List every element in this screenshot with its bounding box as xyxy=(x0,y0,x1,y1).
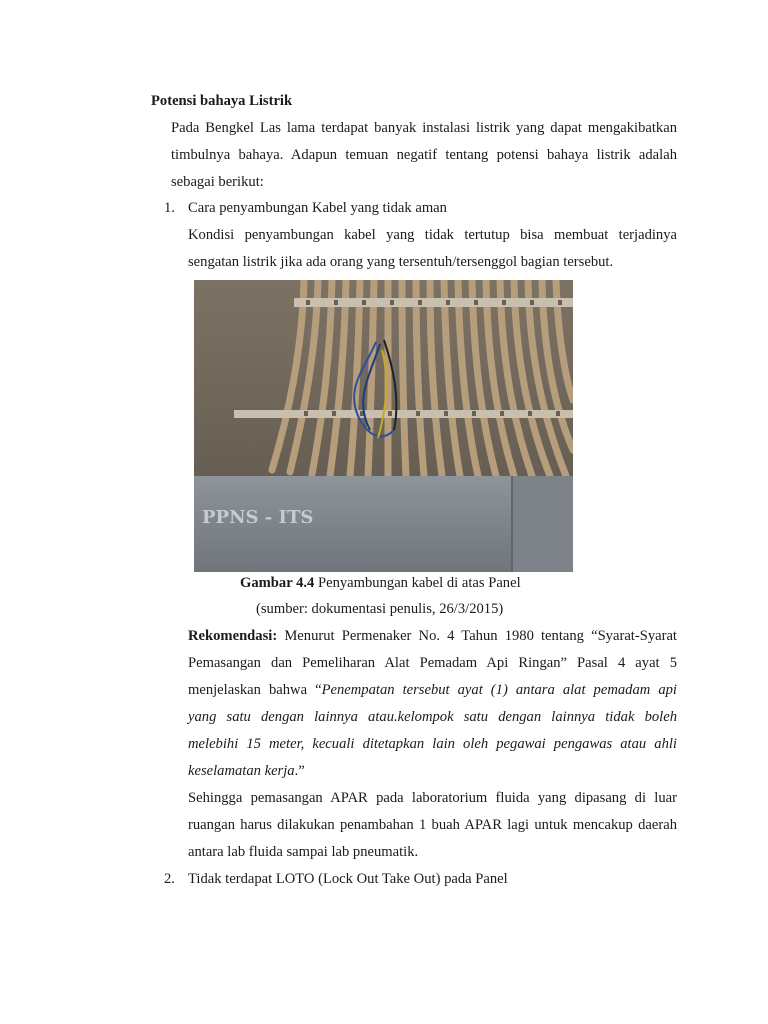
caption-text: Penyambungan kabel di atas Panel xyxy=(317,575,521,591)
intro-line: sebagai berikut: xyxy=(171,174,264,190)
item-number: 2. xyxy=(164,871,175,887)
section-title: Potensi bahaya Listrik xyxy=(151,93,293,109)
intro-line: Pada Bengkel Las lama terdapat banyak instalasi listrik yang dapat mengakibatkan xyxy=(171,120,677,136)
item-number: 1. xyxy=(164,200,175,216)
item-desc-line: sengatan listrik jika ada orang yang tersentuh/tersenggol bagian tersebut. xyxy=(188,254,614,270)
recommendation-line: Pemasangan dan Pemeliharan Alat Pemadam Api Ringan” Pasal 4 ayat 5 xyxy=(188,655,677,671)
conclusion-line: ruangan harus dilakukan penambahan 1 buah APAR lagi untuk mencakup daerah xyxy=(188,817,677,833)
recommendation-text: Menurut Permenaker No. 4 Tahun 1980 tentang “Syarat-Syarat xyxy=(284,628,677,644)
quote-line xyxy=(188,763,305,780)
conclusion-line: antara lab fluida sampai lab pneumatik. xyxy=(188,844,419,860)
figure-photo xyxy=(194,280,573,572)
figure-caption xyxy=(240,575,521,592)
quote-line: melebihi 15 meter, kecuali ditetapkan lain oleh pegawai pengawas atau ahli xyxy=(188,736,677,752)
recommendation-line xyxy=(188,682,677,699)
item-title: Cara penyambungan Kabel yang tidak aman xyxy=(188,200,447,216)
quote-line: yang satu dengan lainnya atau.kelompok satu dengan lainnya tidak boleh xyxy=(188,709,677,725)
conclusion-line: Sehingga pemasangan APAR pada laboratorium fluida yang dipasang di luar xyxy=(188,790,677,806)
panel-label: PPNS - ITS xyxy=(202,507,314,528)
quote-suffix: .” xyxy=(294,763,305,779)
recommendation-label: Rekomendasi: xyxy=(188,628,278,644)
cable-panel-photo xyxy=(194,280,573,572)
figure-source: (sumber: dokumentasi penulis, 26/3/2015) xyxy=(256,601,504,617)
item-desc-line: Kondisi penyambungan kabel yang tidak tertutup bisa membuat terjadinya xyxy=(188,227,677,243)
caption-label: Gambar 4.4 xyxy=(240,575,315,591)
item-title: Tidak terdapat LOTO (Lock Out Take Out) pada Panel xyxy=(188,871,508,887)
intro-line: timbulnya bahaya. Adapun temuan negatif tentang potensi bahaya listrik adalah xyxy=(171,147,677,163)
quote-italic: keselamatan kerja xyxy=(188,763,295,779)
recommendation-line xyxy=(188,628,677,645)
quote-prefix: menjelaskan bahwa “ xyxy=(188,682,322,698)
quote-italic: Penempatan tersebut ayat (1) antara alat pemadam api xyxy=(321,682,677,698)
